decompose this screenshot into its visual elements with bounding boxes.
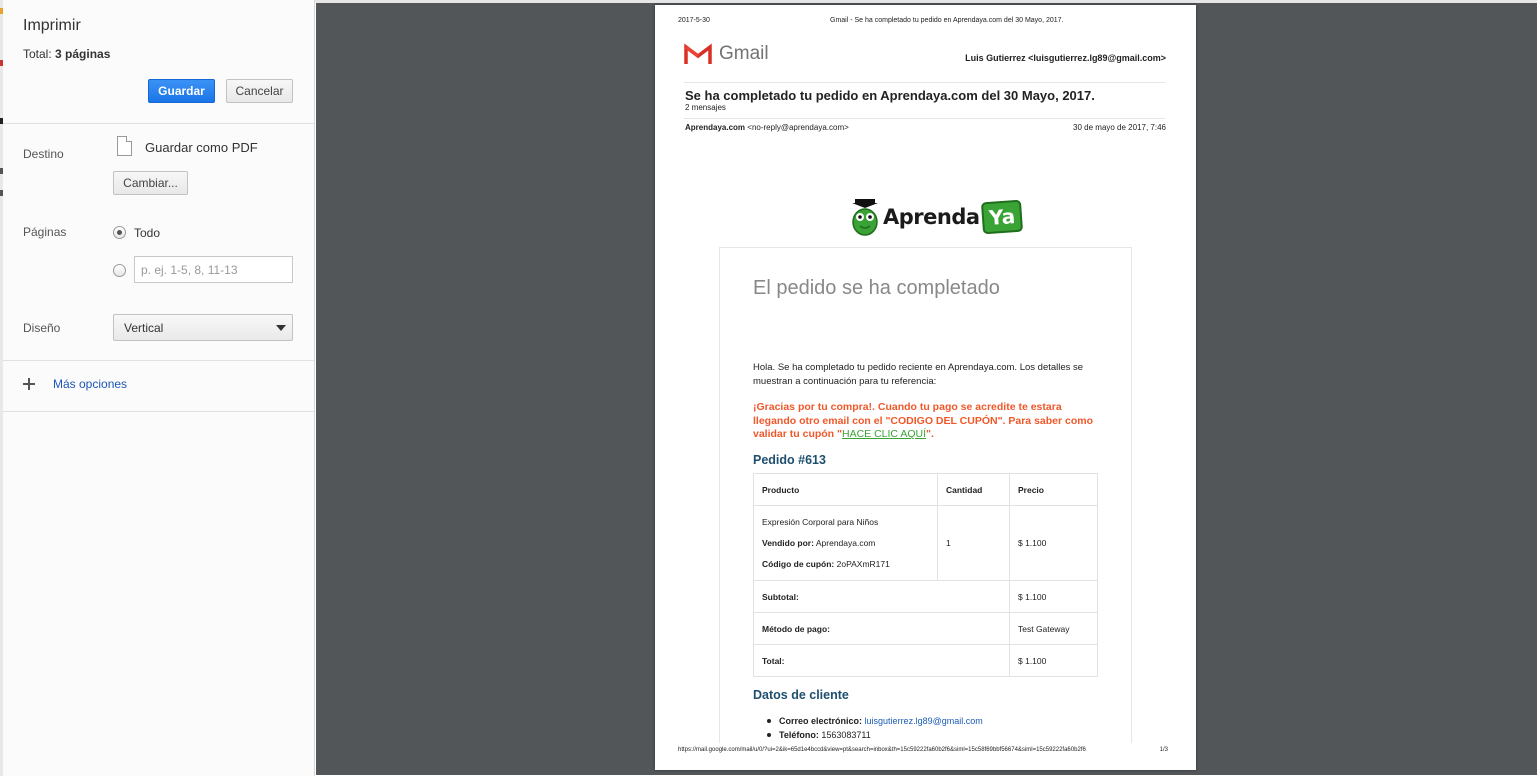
preview-page	[655, 5, 1196, 770]
header-product: Producto	[754, 474, 938, 506]
divider	[684, 118, 1165, 119]
layout-select-value: Vertical	[124, 320, 164, 335]
total-pages	[23, 47, 110, 61]
subtotal-label: Subtotal:	[762, 591, 799, 602]
order-table	[753, 473, 1098, 677]
table-header-row	[754, 474, 1098, 506]
header-price: Precio	[1010, 474, 1098, 506]
more-options-label[interactable]: Más opciones	[53, 377, 128, 391]
plus-icon	[23, 378, 35, 390]
total-label: Total:	[23, 47, 52, 61]
more-options-toggle[interactable]	[23, 377, 127, 391]
intro-text: Hola. Se ha completado tu pedido reciente en Aprendaya.com. Los detalles se muestran a continuación para tu referencia:	[753, 362, 1084, 387]
list-item	[767, 728, 983, 742]
layout-label: Diseño	[23, 321, 61, 335]
email-subject: Se ha completado tu pedido en Aprendaya.com del 30 Mayo, 2017.	[685, 88, 1095, 103]
order-total-value: $ 1.100	[1010, 645, 1098, 677]
total-value: 3 páginas	[55, 47, 111, 61]
email-value[interactable]: luisgutierrez.lg89@gmail.com	[864, 716, 983, 726]
aprendaya-logo	[850, 198, 1022, 236]
quantity-cell: 1	[938, 506, 1010, 581]
subtotal-value: $ 1.100	[1010, 581, 1098, 613]
divider	[3, 411, 314, 412]
destination-value: Guardar como PDF	[145, 140, 258, 155]
order-total-label: Total:	[762, 655, 785, 666]
payment-value: Test Gateway	[1010, 613, 1098, 645]
document-icon	[117, 136, 132, 156]
client-heading: Datos de cliente	[753, 688, 849, 702]
pages-all-radio[interactable]	[113, 226, 126, 239]
promo-body: ¡Gracias por tu compra!. Cuando tu pago se acredite te estara llegando otro email con el "CODIGO DEL CUPÓN". Para saber como validar tu cupón "	[753, 401, 1094, 440]
table-row	[754, 645, 1098, 677]
sold-by-label: Vendido por:	[762, 537, 814, 548]
total-label-cell	[754, 645, 1010, 677]
divider	[3, 360, 314, 361]
sender-name: Aprendaya.com	[685, 123, 746, 132]
owl-mascot-icon	[850, 198, 880, 236]
promo-link[interactable]: HACE CLIC AQUÍ	[842, 428, 927, 440]
account-user: Luis Gutierrez <luisgutierrez.lg89@gmail.com>	[965, 53, 1166, 63]
sold-by	[762, 533, 929, 554]
card-title: El pedido se ha completado	[753, 277, 1000, 299]
panel-title: Imprimir	[23, 17, 81, 34]
table-row	[754, 581, 1098, 613]
subtotal-label-cell	[754, 581, 1010, 613]
page-footer-number: 1/3	[1159, 747, 1168, 753]
gmail-logo	[684, 43, 769, 65]
header-quantity: Cantidad	[938, 474, 1010, 506]
print-settings-panel	[0, 0, 315, 776]
sold-by-value: Aprendaya.com	[815, 537, 876, 548]
pages-range-input[interactable]	[134, 256, 293, 283]
phone-label: Teléfono:	[779, 730, 819, 740]
divider	[684, 82, 1165, 83]
payment-label: Método de pago:	[762, 623, 830, 634]
email-label: Correo electrónico:	[779, 716, 863, 726]
promo-text	[753, 401, 1098, 442]
chevron-down-icon	[276, 325, 286, 331]
layout-select[interactable]	[113, 314, 293, 341]
client-details	[767, 714, 983, 742]
product-name: Expresión Corporal para Niños	[762, 516, 879, 527]
pages-label: Páginas	[23, 225, 67, 239]
page-header-title: Gmail - Se ha completado tu pedido en Aprendaya.com del 30 Mayo, 2017.	[830, 17, 1064, 24]
page-header-date: 2017-5-30	[678, 17, 710, 24]
coupon-value: 2oPAXmR171	[836, 558, 890, 569]
sender-email: <no-reply@aprendaya.com>	[747, 123, 849, 132]
product-cell	[754, 506, 938, 581]
logo-badge: Ya	[980, 200, 1022, 235]
sent-date: 30 de mayo de 2017, 7:46	[1073, 123, 1166, 132]
coupon-label: Código de cupón:	[762, 558, 835, 569]
pages-all-label[interactable]: Todo	[134, 226, 161, 240]
sender	[685, 123, 849, 132]
gmail-icon	[684, 43, 712, 65]
order-heading: Pedido #613	[753, 453, 826, 467]
table-row	[754, 613, 1098, 645]
change-destination-button[interactable]: Cambiar...	[113, 171, 188, 195]
logo-text: Aprenda	[883, 205, 980, 229]
price-cell: $ 1.100	[1010, 506, 1098, 581]
divider	[3, 123, 314, 124]
message-count: 2 mensajes	[685, 103, 726, 112]
destination-label: Destino	[23, 147, 64, 161]
background-page-edge	[0, 0, 3, 776]
gmail-wordmark: Gmail	[719, 43, 769, 64]
list-item	[767, 714, 983, 728]
promo-end: ".	[926, 428, 934, 440]
phone-value: 1563083711	[821, 730, 871, 740]
pages-range-radio[interactable]	[113, 264, 126, 277]
coupon-code	[762, 554, 929, 575]
page-footer-url: https://mail.google.com/mail/u/0/?ui=2&ik=65d1e4bccd&view=pt&search=inbox&th=15c59222fa60b2f6&siml=15c58f69bbf56674&siml=15c59222fa60b2f6	[678, 747, 1086, 753]
table-row	[754, 506, 1098, 581]
save-button[interactable]: Guardar	[148, 79, 215, 103]
cancel-button[interactable]: Cancelar	[226, 79, 293, 103]
payment-label-cell	[754, 613, 1010, 645]
